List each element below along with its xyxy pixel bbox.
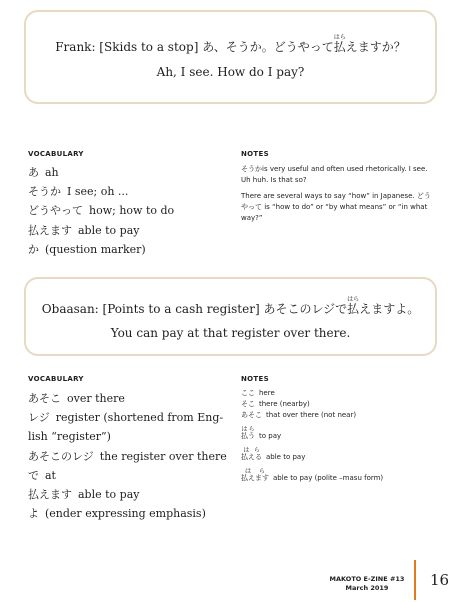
dialog-translation: You can pay at that register over there. [110,326,351,340]
vocab-row: どうやって how; how to do [28,204,175,218]
notes-heading: NOTES [241,150,269,158]
dialog-line-japanese [26,34,435,55]
footer-publication [322,575,412,593]
note-paragraph: There are several ways to say “how” in Japanese. どうやって is “how to do” or “by what means” or “in what way?” [241,192,431,222]
note-paragraph: そうかis very useful and often used rhetorically. I see. Uh huh. Is that so? [241,165,428,184]
vocabulary-list [28,163,228,259]
vocab-row: レジ register (shortened from Eng- [28,411,224,425]
dialog-translation: Ah, I see. How do I pay? [156,65,305,79]
dialog-box-frank [24,10,437,104]
vocab-row: あそこのレジ the register over there [28,449,227,463]
notes-heading: NOTES [241,375,269,383]
vocab-row: か (question marker) [28,242,146,256]
note-row: そこ there (nearby) [241,400,310,408]
dialog-line-japanese [26,296,435,317]
footer-divider [414,560,416,600]
vocabulary-list [28,389,238,523]
note-row: 払えるはらable to pay [241,447,306,461]
vocab-row: あそこ over there [28,392,125,405]
dialog-text-pre: Frank: [Skids to a stop] あ、そうか。どうやって [55,40,334,54]
dialog-text-post: えますか？ [345,40,406,54]
notes-block [241,164,437,229]
dialog-text-post: えますよ。 [359,302,420,316]
dialog-text-pre: Obaasan: [Points to a cash register] あそこのレジで [41,302,348,316]
note-row: 払えますはらable to pay (polite –masu form) [241,468,384,482]
vocab-row: そうか I see; oh ... [28,185,129,199]
vocab-row: で at [28,468,56,482]
note-row: ここ here [241,389,275,397]
vocab-row: あ ah [28,166,59,179]
ruby-harau: 払はら [333,34,346,54]
notes-block [241,388,437,484]
magazine-name: MAKOTO E-ZINE #13 [329,575,405,583]
vocab-row: 払えます able to pay [28,488,140,502]
vocabulary-heading: VOCABULARY [28,150,84,158]
vocabulary-heading: VOCABULARY [28,375,84,383]
dialog-box-obaasan [24,277,437,356]
issue-date: March 2019 [345,584,389,592]
note-row: あそこ that over there (not near) [241,411,357,419]
vocab-row: よ (ender expressing emphasis) [28,507,206,521]
ruby-harau: 払はら [347,296,360,316]
vocab-row: 払えます able to pay [28,223,140,237]
note-row: 払うはらto pay [241,426,282,440]
vocab-row: lish “register”) [28,430,111,444]
page-number: 16 [430,571,450,589]
